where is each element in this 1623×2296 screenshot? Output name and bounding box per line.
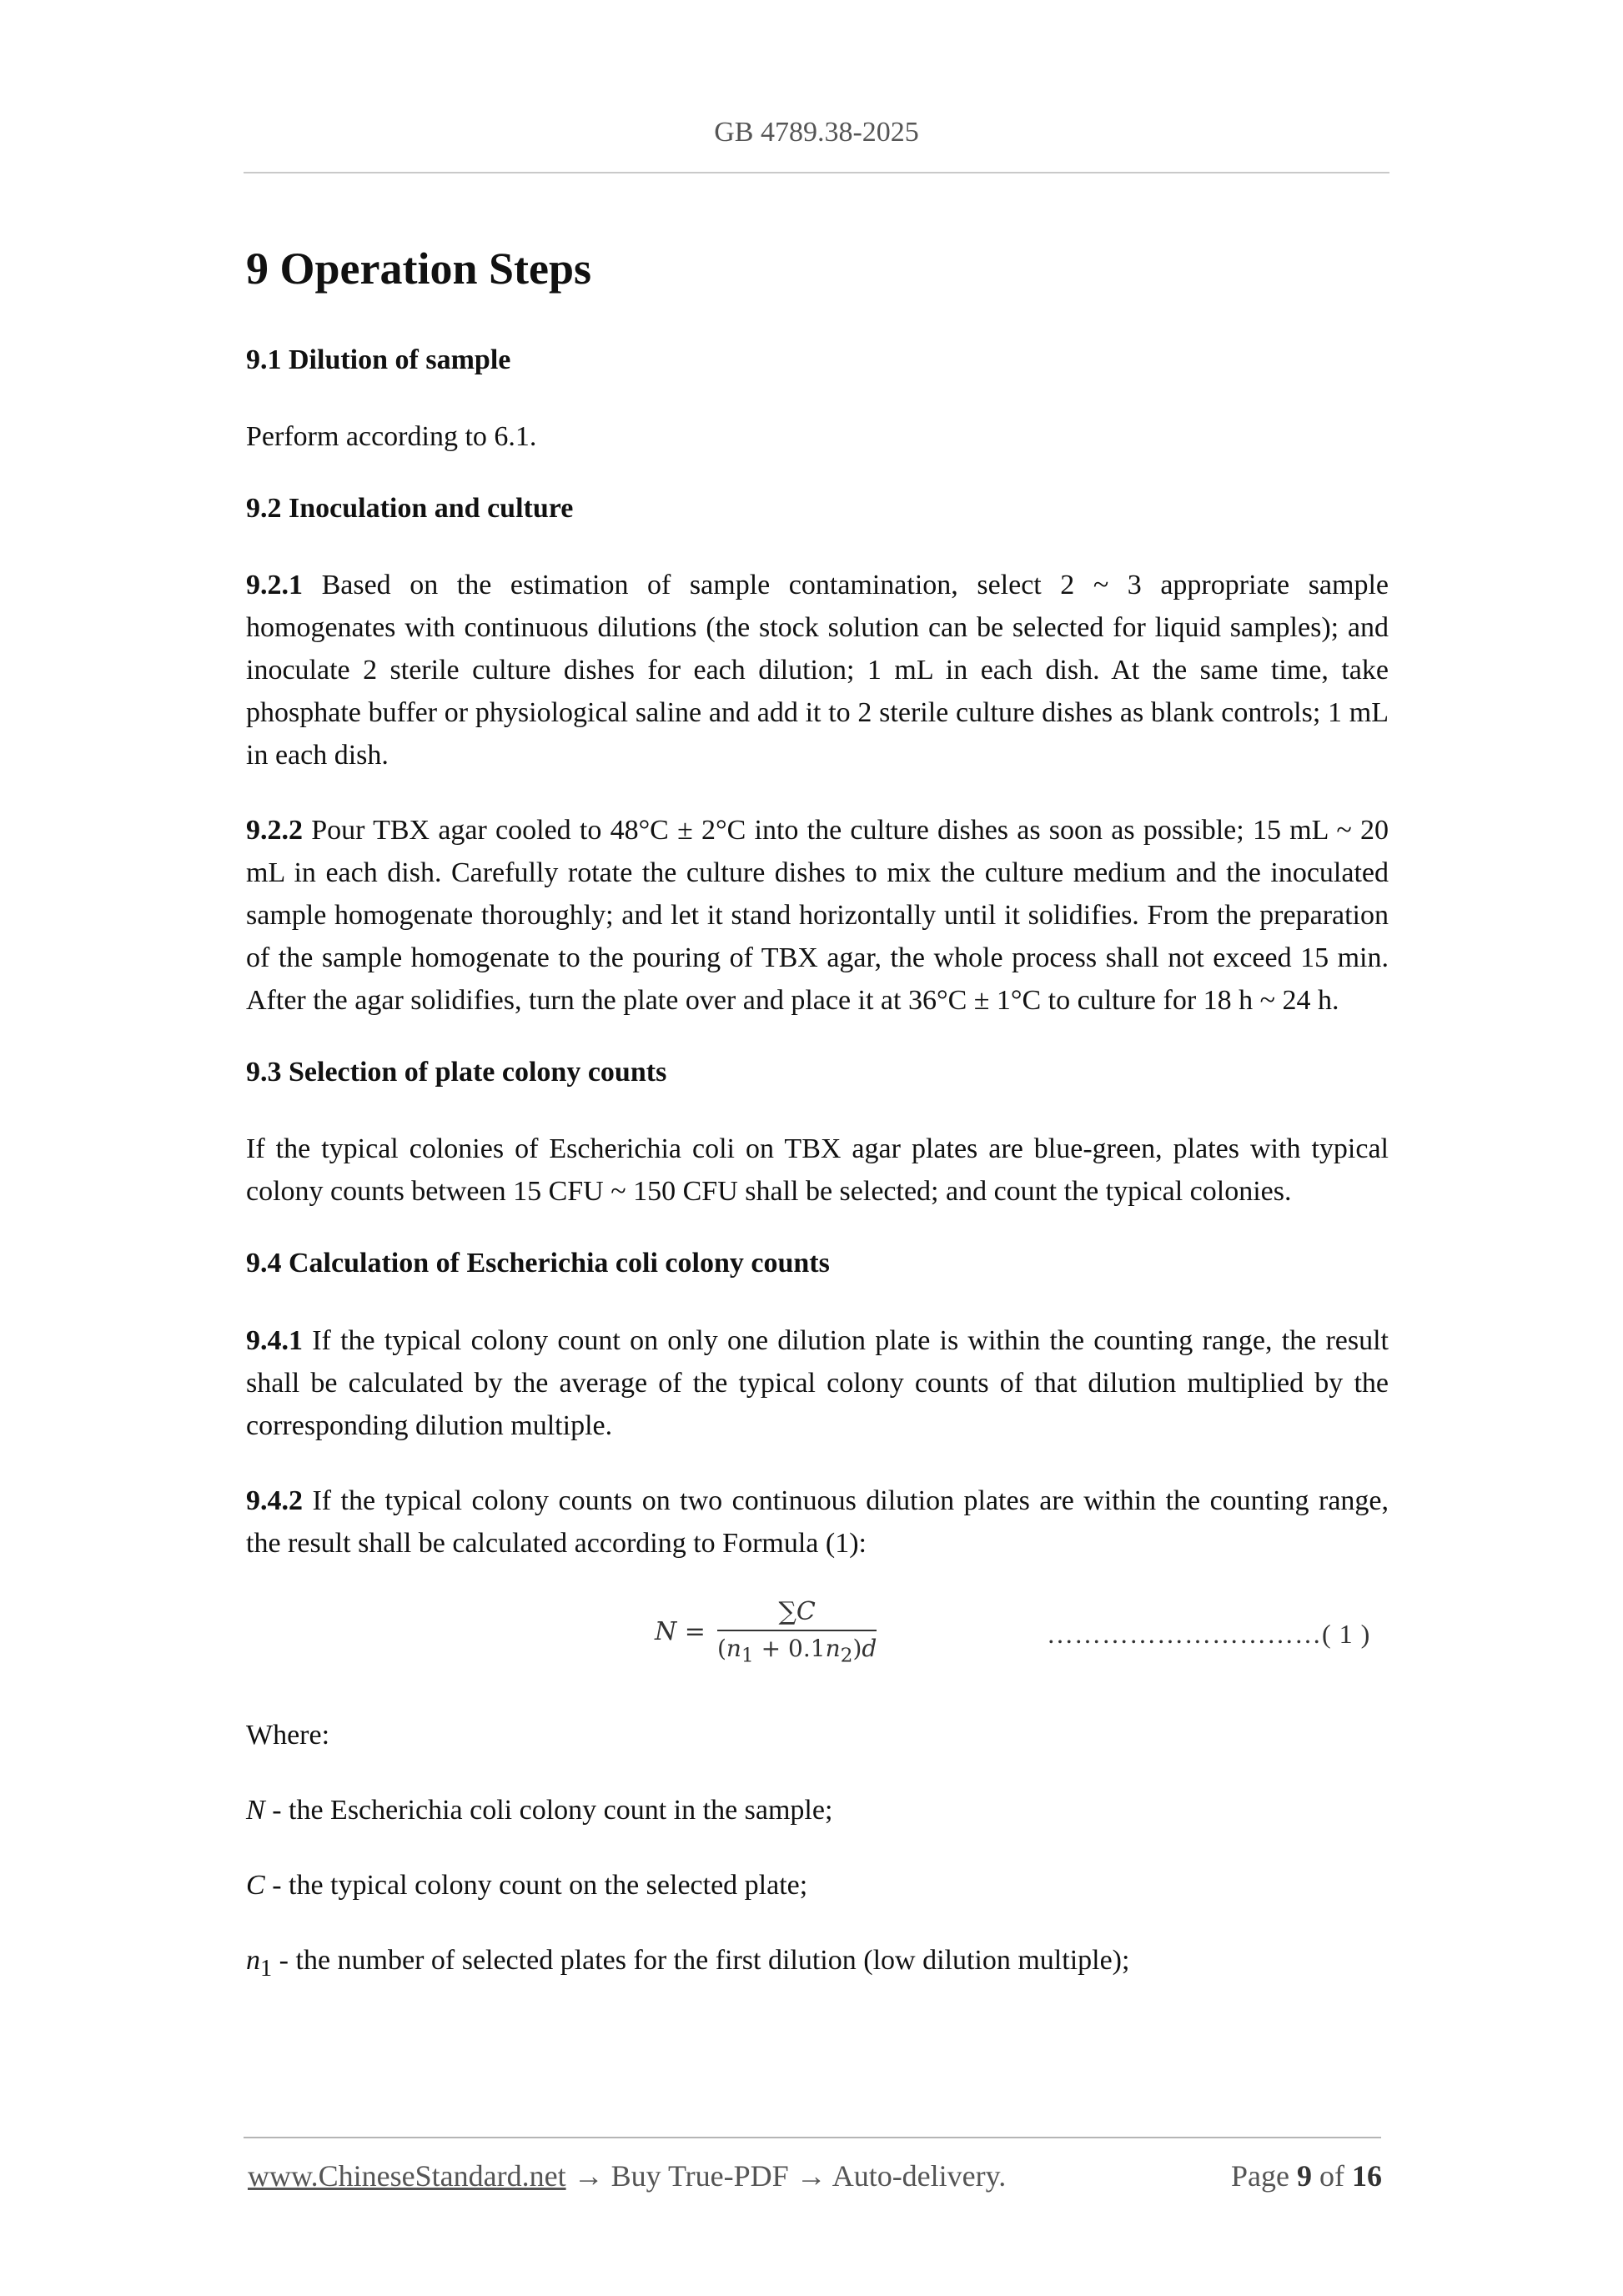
clause-number: 9.2.1 [246,570,303,601]
paragraph-9-2-2 [246,809,1389,1022]
symbol-n1: n [246,1944,260,1976]
clause-text: If the typical colony counts on two continuous dilution plates are within the counting range, the result shall be calculated according to Formula (1): [246,1485,1389,1559]
formula-denominator: $(n_1 + 0.1n_2)d$ [716,1634,877,1667]
symbol-n: N [246,1794,265,1826]
page-total: 16 [1352,2159,1382,2193]
formula-expression [655,1597,877,1667]
paragraph-9-1: Perform according to 6.1. [246,420,537,452]
clause-text: Pour TBX agar cooled to 48°C ± 2°C into the culture dishes as soon as possible; 15 mL ~ 20 mL in each dish. Carefully rotate the culture dishes to mix the culture medium and the inoculated sample homogenate thoroughly; and let it stand horizontally until it solidifies. From the preparation of the sample homogenate to the pouring of TBX agar, the whole process shall not exceed 15 min. After the agar solidifies, turn the plate over and place it at 36°C ± 1°C to culture for 18 h ~ 24 h. [246,815,1389,1017]
page-footer [248,2158,1382,2193]
symbol-subscript: 1 [260,1955,273,1982]
heading-9-2: 9.2 Inoculation and culture [246,492,574,524]
paragraph-9-3: If the typical colonies of Escherichia coli on TBX agar plates are blue-green, plates with typical colony counts between 15 CFU ~ 150 CFU shall be selected; and count the typical colonies. [246,1133,1389,1208]
site-link[interactable]: www.ChineseStandard.net [248,2159,566,2193]
document-id-header: GB 4789.38-2025 [714,117,919,148]
footer-left [248,2158,1006,2193]
paragraph-9-2-1 [246,564,1389,776]
footer-divider [244,2137,1381,2138]
definition-n1 [246,1939,1389,1990]
clause-number: 9.4.1 [246,1324,303,1356]
clause-text: Based on the estimation of sample contamination, select 2 ~ 3 appropriate sample homogenates with continuous dilutions (the stock solution can be selected for liquid samples); and inoculate 2 sterile culture dishes for each dilution; 1 mL in each dish. At the same time, take phosphate buffer or physiological saline and add it to 2 sterile culture dishes as blank controls; 1 mL in each dish. [246,570,1389,771]
definition-n [246,1789,1389,1831]
formula-1 [246,1597,1389,1681]
heading-9-1: 9.1 Dilution of sample [246,344,511,375]
definition-text: - the Escherichia coli colony count in the sample; [264,1794,833,1826]
definition-text: - the typical colony count on the selected plate; [264,1869,808,1901]
page-content [246,234,1389,2022]
formula-numerator: ∑C [778,1596,816,1626]
clause-text: If the typical colony count on only one dilution plate is within the counting range, the result shall be calculated by the average of the typical colony counts of that dilution multiplied by the corresponding dilution multiple. [246,1324,1389,1441]
heading-9-4: 9.4 Calculation of Escherichia coli colony counts [246,1248,830,1279]
of-label: of [1319,2159,1344,2193]
clause-number: 9.2.2 [246,815,303,847]
where-label: Where: [246,1719,330,1751]
page-indicator [1231,2158,1382,2193]
formula-fraction [717,1597,877,1667]
header-divider [244,172,1389,173]
paragraph-9-4-2 [246,1480,1389,1565]
formula-number: …………………………( 1 ) [1047,1618,1371,1649]
paragraph-9-4-1 [246,1319,1389,1447]
page-label: Page [1231,2159,1289,2193]
heading-9-3: 9.3 Selection of plate colony counts [246,1057,667,1088]
definition-text: - the number of selected plates for the first dilution (low dilution multiple); [272,1944,1130,1976]
promo-text: → Buy True-PDF → Auto-delivery. [565,2159,1007,2193]
formula-lhs: N = [655,1616,706,1646]
page-number: 9 [1297,2159,1312,2193]
definition-c [246,1864,1389,1907]
symbol-c: C [246,1869,265,1901]
section-title: 9 Operation Steps [246,244,592,294]
clause-number: 9.4.2 [246,1485,303,1516]
